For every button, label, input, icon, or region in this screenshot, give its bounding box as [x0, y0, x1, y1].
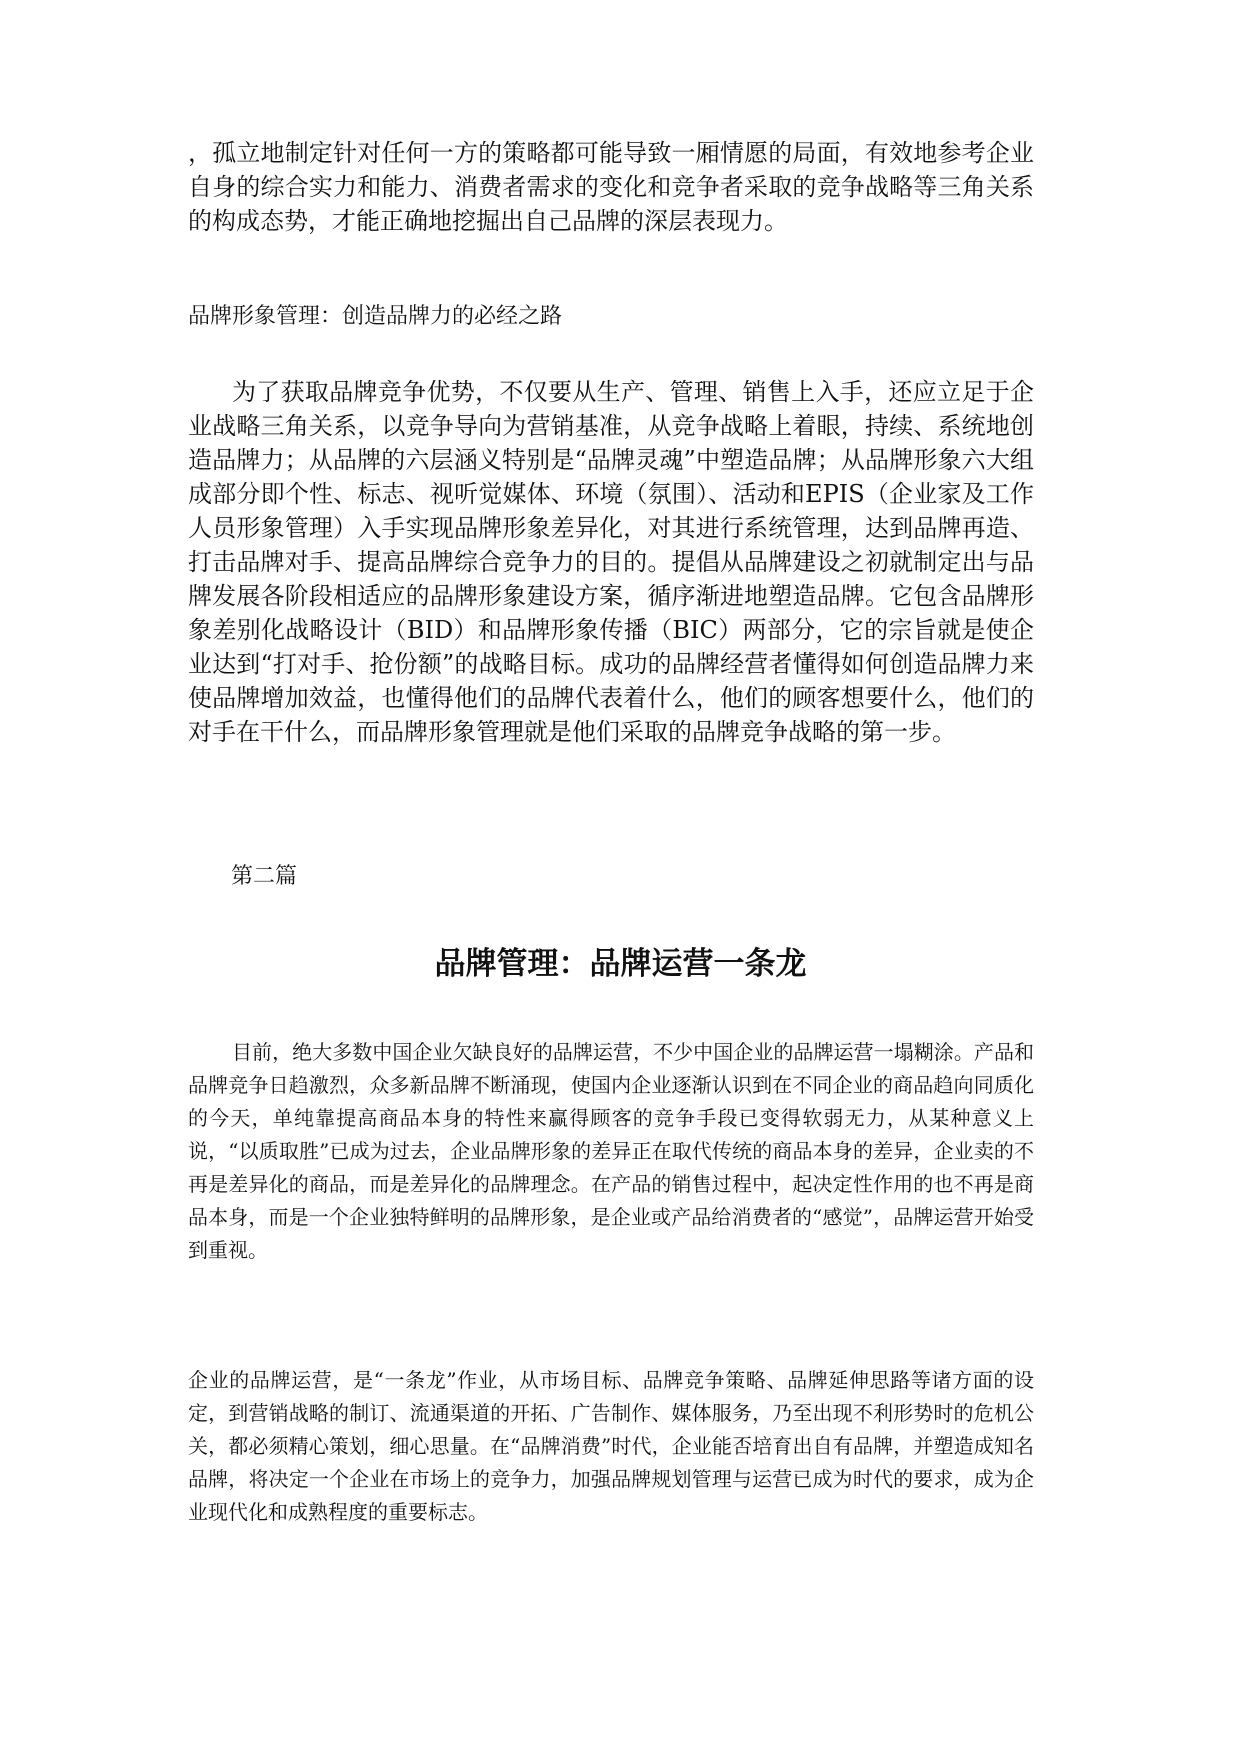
chapter-label: 第二篇 — [231, 864, 298, 889]
intro-paragraph-tail: ，孤立地制定针对任何一方的策略都可能导致一厢情愿的局面，有效地参考企业自身的综合实力和能力、消费者需求的变化和竞争者采取的竞争战略等三角关系的构成态势，才能正确地挖掘出自己品牌的深层表现力。 — [188, 139, 1034, 235]
chapter-title: 品牌管理：品牌运营一条龙 — [434, 946, 807, 982]
brand-operation-paragraph: 企业的品牌运营，是“一条龙”作业，从市场目标、品牌竞争策略、品牌延伸思路等诸方面的设定，到营销战略的制订、流通渠道的开拓、广告制作、媒体服务，乃至出现不利形势时的危机公关，都必须精心策划，细心思量。在“品牌消费”时代，企业能否培育出自有品牌，并塑造成知名品牌，将决定一个企业在市场上的竞争力，加强品牌规划管理与运营已成为时代的要求，成为企业现代化和成熟程度的重要标志。 — [188, 1368, 1034, 1524]
brand-image-paragraph: 为了获取品牌竞争优势，不仅要从生产、管理、销售上入手，还应立足于企业战略三角关系，以竞争导向为营销基准，从竞争战略上着眼，持续、系统地创造品牌力；从品牌的六层涵义特别是“品牌灵魂”中塑造品牌；从品牌形象六大组成部分即个性、标志、视听觉媒体、环境（氛围）、活动和EPIS（企业家及工作人员形象管理）入手实现品牌形象差异化，对其进行系统管理，达到品牌再造、打击品牌对手、提高品牌综合竞争力的目的。提倡从品牌建设之初就制定出与品牌发展各阶段相适应的品牌形象建设方案，循序渐进地塑造品牌。它包含品牌形象差别化战略设计（BID）和品牌形象传播（BIC）两部分，它的宗旨就是使企业达到“打对手、抢份额”的战略目标。成功的品牌经营者懂得如何创造品牌力来使品牌增加效益，也懂得他们的品牌代表着什么，他们的顾客想要什么，他们的对手在干什么，而品牌形象管理就是他们采取的品牌竞争战略的第一步。 — [188, 378, 1034, 746]
current-situation-paragraph: 目前，绝大多数中国企业欠缺良好的品牌运营，不少中国企业的品牌运营一塌糊涂。产品和品牌竞争日趋激烈，众多新品牌不断涌现，使国内企业逐渐认识到在不同企业的商品趋向同质化的今天，单纯靠提高商品本身的特性来赢得顾客的竞争手段已变得软弱无力，从某种意义上说，“以质取胜”已成为过去，企业品牌形象的差异正在取代传统的商品本身的差异，企业卖的不再是差异化的商品，而是差异化的品牌理念。在产品的销售过程中，起决定性作用的也不再是商品本身，而是一个企业独特鲜明的品牌形象，是企业或产品给消费者的“感觉”，品牌运营开始受到重视。 — [188, 1040, 1034, 1262]
section-heading: 品牌形象管理：创造品牌力的必经之路 — [188, 304, 563, 329]
